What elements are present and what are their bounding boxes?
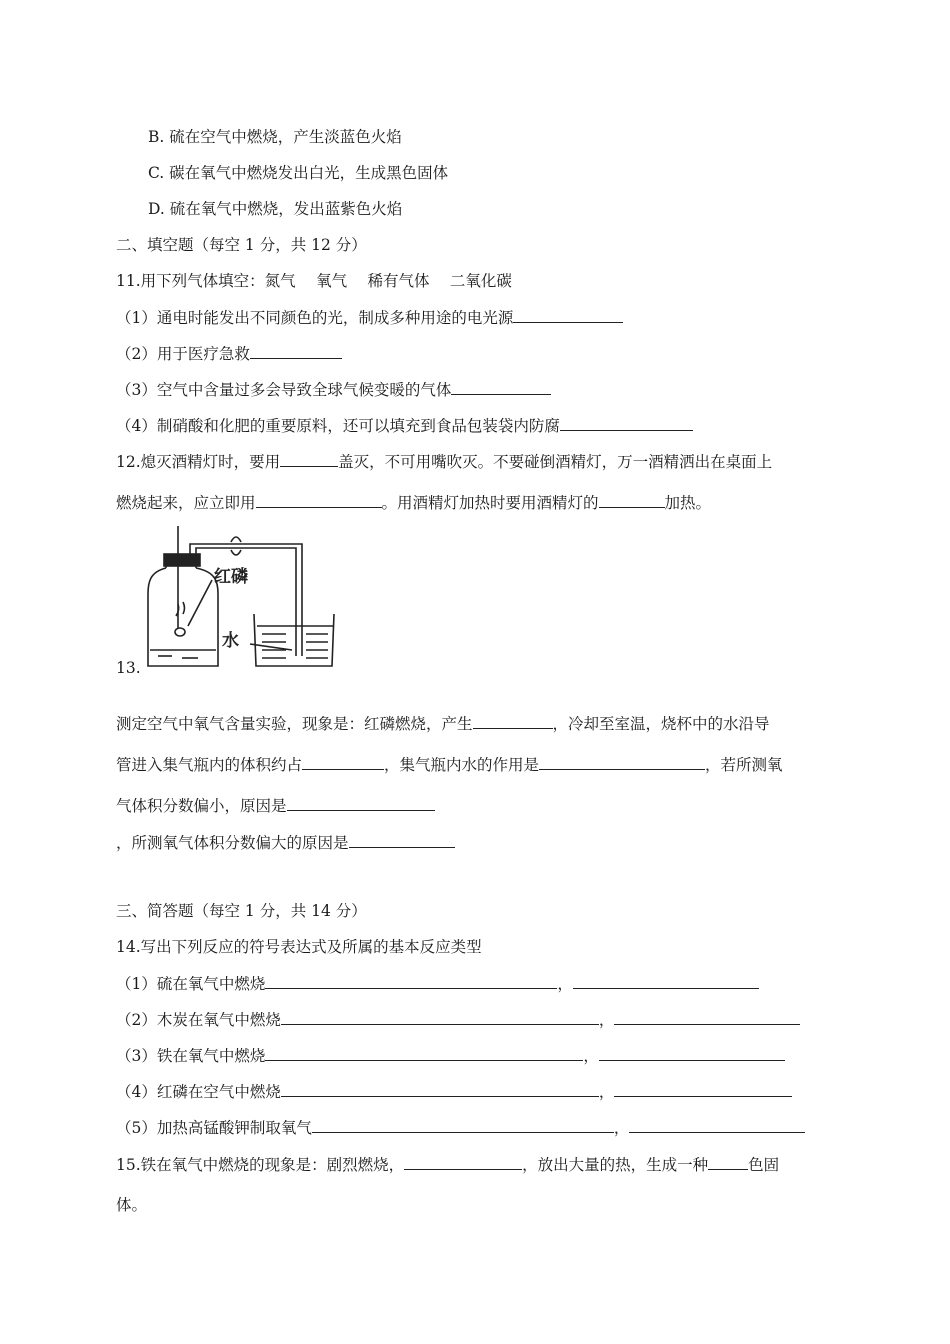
q12-line-1 bbox=[116, 451, 772, 472]
section-title-fill-in: 二、填空题（每空 1 分，共 12 分） bbox=[116, 236, 367, 254]
answer-blank[interactable] bbox=[473, 713, 553, 729]
q14-item-3-text: （3）铁在氧气中燃烧 bbox=[116, 1047, 266, 1065]
q12-line-2 bbox=[116, 492, 711, 513]
q11-item-2-text: （2）用于医疗急救 bbox=[116, 345, 250, 363]
connecting-tube bbox=[190, 544, 302, 656]
q14-item-5 bbox=[116, 1117, 805, 1138]
answer-blank[interactable] bbox=[614, 1081, 792, 1097]
q12-text-e: 加热。 bbox=[664, 494, 712, 512]
comma: ， bbox=[598, 1083, 615, 1101]
answer-blank[interactable] bbox=[281, 1081, 599, 1097]
q13-line-3 bbox=[116, 795, 435, 816]
q14-item-3 bbox=[116, 1045, 785, 1066]
q14-item-4-text: （4）红磷在空气中燃烧 bbox=[116, 1083, 281, 1101]
comma: ， bbox=[583, 1047, 599, 1065]
answer-blank[interactable] bbox=[280, 451, 338, 467]
comma: ， bbox=[557, 975, 573, 993]
q13-text-4: ，所测氧气体积分数偏大的原因是 bbox=[116, 834, 349, 852]
q12-text-c: 燃烧起来，应立即用 bbox=[116, 494, 256, 512]
q14-item-2-text: （2）木炭在氧气中燃烧 bbox=[116, 1011, 281, 1029]
option-c: C. 碳在氧气中燃烧发出白光，生成黑色固体 bbox=[148, 164, 449, 182]
q13-number: 13. bbox=[116, 659, 141, 677]
answer-blank[interactable] bbox=[614, 1009, 800, 1025]
q13-line-4 bbox=[116, 832, 455, 853]
answer-blank[interactable] bbox=[302, 754, 384, 770]
answer-blank[interactable] bbox=[349, 832, 455, 848]
q13-text-2b: ，集气瓶内水的作用是 bbox=[384, 756, 540, 774]
answer-blank[interactable] bbox=[599, 492, 665, 508]
q14-item-4 bbox=[116, 1081, 792, 1102]
section-title-short-answer: 三、简答题（每空 1 分，共 14 分） bbox=[116, 902, 367, 920]
q14-item-5-text: （5）加热高锰酸钾制取氧气 bbox=[116, 1119, 312, 1137]
q15-line-1 bbox=[116, 1154, 779, 1175]
label-red-phosphorus: 红磷 bbox=[214, 567, 248, 587]
comma: ， bbox=[613, 1119, 630, 1137]
q14-item-1-text: （1）硫在氧气中燃烧 bbox=[116, 975, 266, 993]
q15-text-b: ，放出大量的热，生成一种 bbox=[522, 1156, 709, 1174]
q11-item-4-text: （4）制硝酸和化肥的重要原料，还可以填充到食品包装袋内防腐 bbox=[116, 417, 560, 435]
q11-item-3-text: （3）空气中含量过多会导致全球气候变暖的气体 bbox=[116, 381, 452, 399]
q13-text-3: 气体积分数偏小，原因是 bbox=[116, 797, 287, 815]
answer-blank[interactable] bbox=[573, 973, 759, 989]
q13-text-1a: 测定空气中氧气含量实验，现象是：红磷燃烧，产生 bbox=[116, 715, 473, 733]
answer-blank[interactable] bbox=[250, 343, 342, 359]
answer-blank[interactable] bbox=[629, 1117, 805, 1133]
q12-text-a: 12.熄灭酒精灯时，要用 bbox=[116, 453, 281, 471]
q11-stem: 11.用下列气体填空：氮气 氧气 稀有气体 二氧化碳 bbox=[116, 272, 512, 290]
q11-item-1 bbox=[116, 307, 623, 328]
q13-text-2c: ，若所测氧 bbox=[705, 756, 783, 774]
q11-item-1-text: （1）通电时能发出不同颜色的光，制成多种用途的电光源 bbox=[116, 309, 514, 327]
answer-blank[interactable] bbox=[404, 1154, 522, 1170]
answer-blank[interactable] bbox=[599, 1045, 785, 1061]
answer-blank[interactable] bbox=[539, 754, 705, 770]
q11-item-3 bbox=[116, 379, 551, 400]
answer-blank[interactable] bbox=[708, 1154, 748, 1170]
answer-blank[interactable] bbox=[265, 973, 557, 989]
q15-line-2: 体。 bbox=[116, 1196, 148, 1214]
option-b: B. 硫在空气中燃烧，产生淡蓝色火焰 bbox=[148, 128, 402, 146]
q11-item-4 bbox=[116, 415, 693, 436]
q15-text-a: 15.铁在氧气中燃烧的现象是：剧烈燃烧， bbox=[116, 1156, 405, 1174]
q14-item-1 bbox=[116, 973, 759, 994]
clamp bbox=[231, 537, 241, 555]
answer-blank[interactable] bbox=[287, 795, 435, 811]
q13-line-1 bbox=[116, 713, 770, 734]
q13-text-1b: ，冷却至室温，烧杯中的水沿导 bbox=[552, 715, 770, 733]
q14-stem: 14.写出下列反应的符号表达式及所属的基本反应类型 bbox=[116, 938, 482, 956]
q13-text-2a: 管进入集气瓶内的体积约占 bbox=[116, 756, 303, 774]
answer-blank[interactable] bbox=[265, 1045, 583, 1061]
label-water: 水 bbox=[222, 631, 239, 651]
q13-line-2 bbox=[116, 754, 783, 775]
stopper bbox=[164, 554, 200, 566]
q12-text-b: 盖灭，不可用嘴吹灭。不要碰倒酒精灯，万一酒精洒出在桌面上 bbox=[338, 453, 773, 471]
combustion-spoon bbox=[175, 628, 185, 636]
answer-blank[interactable] bbox=[312, 1117, 614, 1133]
answer-blank[interactable] bbox=[281, 1009, 599, 1025]
answer-blank[interactable] bbox=[513, 307, 623, 323]
q15-text-c: 色固 bbox=[748, 1156, 780, 1174]
option-d: D. 硫在氧气中燃烧，发出蓝紫色火焰 bbox=[148, 200, 403, 218]
answer-blank[interactable] bbox=[560, 415, 693, 431]
q11-item-2 bbox=[116, 343, 342, 364]
apparatus-figure bbox=[136, 524, 376, 676]
comma: ， bbox=[598, 1011, 615, 1029]
answer-blank[interactable] bbox=[256, 492, 382, 508]
q14-item-2 bbox=[116, 1009, 800, 1030]
answer-blank[interactable] bbox=[451, 379, 551, 395]
q12-text-d: 。用酒精灯加热时要用酒精灯的 bbox=[381, 494, 599, 512]
